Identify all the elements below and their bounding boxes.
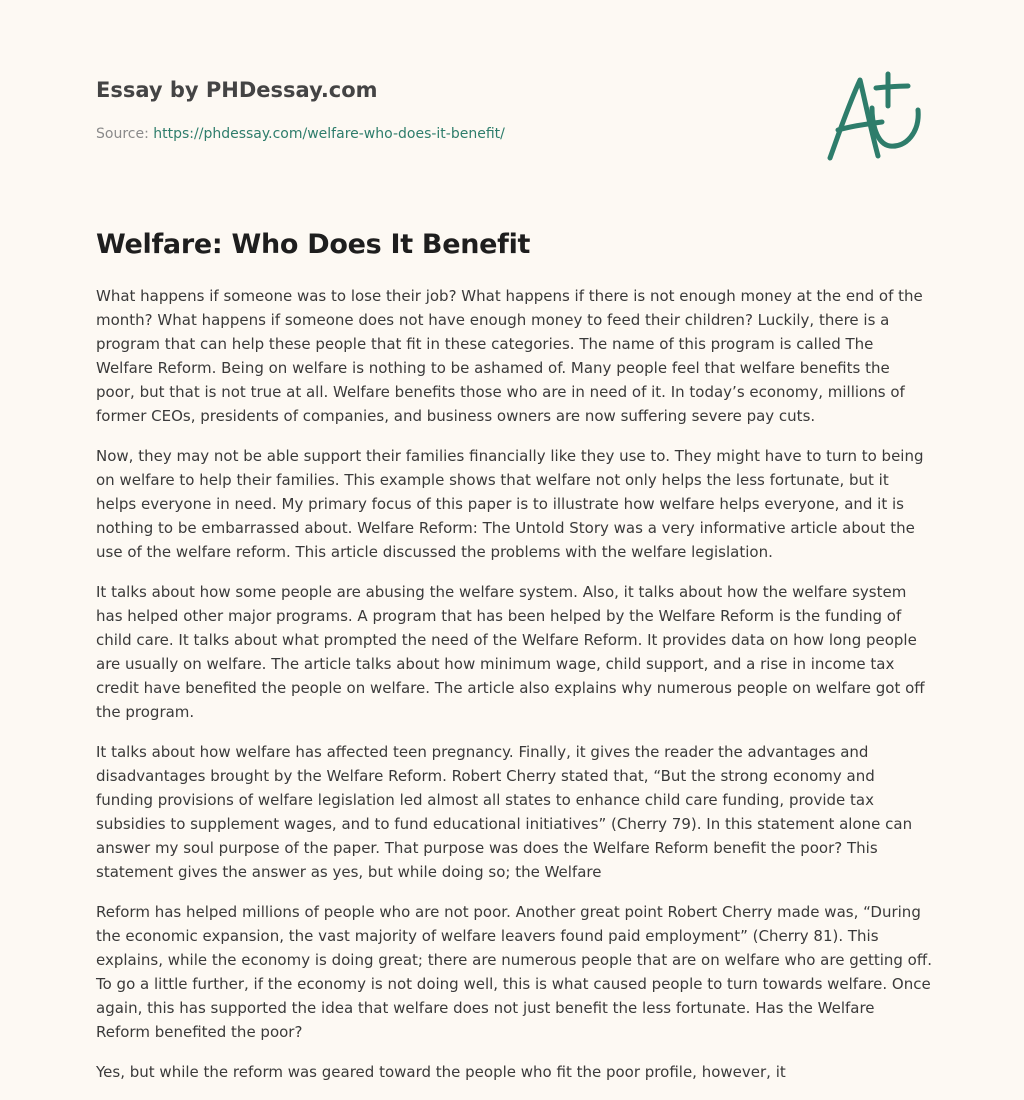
essay-paragraph: It talks about how welfare has affected teen pregnancy. Finally, it gives the reader the advantages and disadvantages brought by the Welfare Reform. Robert Cherry stated that, “But the strong economy and funding provisions of welfare legislation led almost all states to enhance child care funding, provide tax subsidies to supplement wages, and to fund educational initiatives” (Cherry 79). In this statement alone can answer my soul purpose of the paper. That purpose was does the Welfare Reform benefit the poor? This statement gives the answer as yes, but while doing so; the Welfare	[96, 743, 913, 881]
essay-paragraph: It talks about how some people are abusing the welfare system. Also, it talks about how the welfare system has helped other major programs. A program that has been helped by the Welfare Reform is the funding of child care. It talks about what prompted the need of the Welfare Reform. It provides data on how long people are usually on welfare. The article talks about how minimum wage, child support, and a rise in income tax credit have benefited the people on welfare. The article also explains why numerous people on welfare got off the program.	[96, 583, 925, 721]
essay-paragraph: Now, they may not be able support their families financially like they use to. They might have to turn to being on welfare to help their families. This example shows that welfare not only helps the less fortunate, but it helps everyone in need. My primary focus of this paper is to illustrate how welfare helps everyone, and it is nothing to be embarrassed about. Welfare Reform: The Untold Story was a very informative article about the use of the welfare reform. This article discussed the problems with the welfare legislation.	[96, 447, 924, 561]
page-header	[96, 76, 796, 144]
site-brand: Essay by PHDessay.com	[96, 78, 378, 102]
essay-paragraph: Reform has helped millions of people who are not poor. Another great point Robert Cherry made was, “During the economic expansion, the vast majority of welfare leavers found paid employment” (Cherry 81). This explains, while the economy is doing great; there are numerous people that are on welfare who are getting off. To go a little further, if the economy is not doing well, this is what caused people to turn towards welfare. Once again, this has supported the idea that welfare does not just benefit the less fortunate. Has the Welfare Reform benefited the poor?	[96, 903, 932, 1041]
essay-body	[96, 284, 932, 1100]
source-link[interactable]: https://phdessay.com/welfare-who-does-it-benefit/	[153, 126, 505, 142]
source-line	[96, 124, 796, 144]
source-label: Source:	[96, 126, 149, 142]
essay-title: Welfare: Who Does It Benefit	[96, 229, 531, 260]
a-plus-grade-icon	[820, 66, 928, 166]
essay-paragraph: Yes, but while the reform was geared toward the people who fit the poor profile, however, it	[96, 1063, 786, 1081]
essay-paragraph: What happens if someone was to lose their job? What happens if there is not enough money at the end of the month? What happens if someone does not have enough money to feed their children? Luckily, there is a program that can help these people that fit in these categories. The name of this program is called The Welfare Reform. Being on welfare is nothing to be ashamed of. Many people feel that welfare benefits the poor, but that is not true at all. Welfare benefits those who are in need of it. In today’s economy, millions of former CEOs, presidents of companies, and business owners are now suffering severe pay cuts.	[96, 287, 923, 425]
